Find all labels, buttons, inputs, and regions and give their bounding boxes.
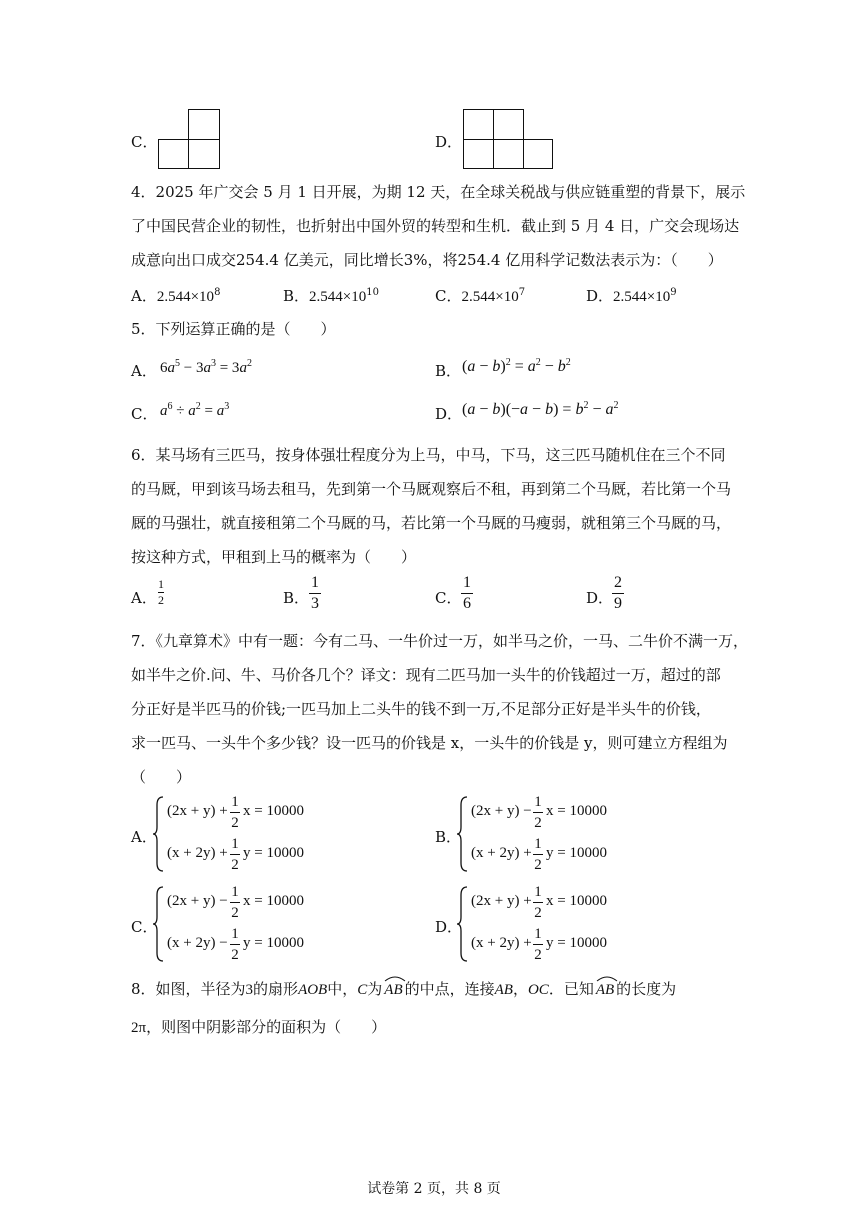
q7-line-5: （ ） — [131, 768, 192, 786]
q5-option-b-expr[interactable]: $(a - b)^2 = a^2 - b^2$ — [462, 357, 571, 375]
q6-line-2: 的马厩，甲到该马场去租马，先到第一个马厩观察后不租，再到第二个马厩，若比第一个马 — [131, 480, 732, 498]
q5-option-d-expr[interactable]: $(a - b)(-a - b) = b^2 - a^2$ — [462, 400, 619, 418]
q4-line-3: 成意向出口成交254.4 亿美元，同比增长3%，将254.4 亿用科学记数法表示为：（ ） — [131, 251, 723, 269]
q6-line-3: 厩的马强壮，就直接租第二个马厩的马，若比第一个马厩的马瘦弱，就租第三个马厩的马， — [131, 514, 732, 532]
q7-b-half-1: 1 2 — [534, 794, 542, 831]
arc-ab-1: AB — [384, 980, 402, 999]
q7-line-3: 分正好是半匹马的价钱;一匹马加上二头牛的钱不到一万,不足部分正好是半头牛的价钱， — [131, 700, 711, 718]
q5-option-c-expr[interactable]: $a^6 \div a^2 = a^3$ — [160, 401, 230, 419]
q6-option-d-label: D． — [586, 589, 614, 607]
q8-line-2: 2π，则图中阴影部分的面积为（ ） — [131, 1018, 387, 1036]
q7-d-half-2: 1 2 — [534, 926, 542, 963]
q7-option-c-label: C． — [131, 918, 158, 936]
q4-line-2: 了中国民营企业的韧性，也折射出中国外贸的转型和生机．截止到 5 月 4 日，广交会现场达 — [131, 217, 740, 235]
q7-a-half-1: 1 2 — [231, 794, 239, 831]
q8-line-1: 8．如图，半径为3的扇形AOB中，C为 AB 的中点，连接AB，OC．已知 AB 的长度为 — [131, 978, 676, 999]
q7-line-2: 如半牛之价.问、牛、马价各几个？译文：现有二匹马加一头牛的价钱超过一万，超过的部 — [131, 666, 721, 684]
arc-ab-2: AB — [596, 980, 614, 999]
q6-option-b-fraction[interactable]: 1 3 — [311, 574, 319, 612]
q4-option-a[interactable]: A．$2.544\times 10^8$ — [131, 287, 221, 305]
page-footer: 试卷第 2 页，共 8 页 — [367, 1181, 501, 1197]
q4-option-d[interactable]: D．$2.544\times 10^9$ — [586, 287, 677, 305]
q7-c-half-2: 1 2 — [231, 926, 239, 963]
q7-option-b-label: B． — [435, 828, 462, 846]
q7-c-half-1: 1 2 — [231, 884, 239, 921]
q7-line-4: 求一匹马、一头牛个多少钱？设一匹马的价钱是 x，一头牛的价钱是 y，则可建立方程组为 — [131, 734, 728, 752]
q5-stem: 5．下列运算正确的是（ ） — [131, 320, 336, 338]
q5-option-a-expr[interactable]: $6a^5 - 3a^3 = 3a^2$ — [160, 358, 252, 376]
q6-option-c-label: C． — [435, 589, 462, 607]
q6-line-1: 6．某马场有三匹马，按身体强壮程度分为上马，中马，下马，这三匹马随机住在三个不同 — [131, 446, 726, 464]
q7-a-half-2: 1 2 — [231, 836, 239, 873]
q4-option-b[interactable]: B．$2.544\times 10^{10}$ — [283, 287, 379, 305]
q5-option-c-label: C． — [131, 405, 158, 423]
q3-option-d-label: D． — [435, 133, 463, 151]
q6-option-d-fraction[interactable]: 2 9 — [614, 574, 622, 612]
q6-line-4: 按这种方式，甲租到上马的概率为（ ） — [131, 548, 417, 566]
q5-option-b-label: B． — [435, 362, 462, 380]
q5-option-a-label: A． — [131, 362, 157, 380]
q7-option-a-label: A． — [131, 828, 157, 846]
q4-line-1: 4．2025 年广交会 5 月 1 日开展，为期 12 天，在全球关税战与供应链重塑的背景下，展示 — [131, 183, 746, 201]
q7-line-1: 7．《九章算术》中有一题：今有二马、一牛价过一万，如半马之价，一马、二牛价不满一万， — [131, 632, 749, 650]
q3-option-c-label: C． — [131, 133, 158, 151]
brace-icon — [455, 885, 469, 963]
q5-option-d-label: D． — [435, 405, 463, 423]
q4-option-c[interactable]: C．$2.544\times 10^7$ — [435, 287, 526, 305]
q7-option-d-label: D． — [435, 918, 463, 936]
q7-d-half-1: 1 2 — [534, 884, 542, 921]
q6-option-b-label: B． — [283, 589, 310, 607]
brace-icon — [151, 885, 165, 963]
q6-option-a-label: A． — [131, 589, 157, 607]
q6-option-c-fraction[interactable]: 1 6 — [463, 574, 471, 612]
q7-b-half-2: 1 2 — [534, 836, 542, 873]
q6-option-a-fraction[interactable]: 1 2 — [158, 577, 164, 607]
brace-icon — [151, 795, 165, 873]
brace-icon — [455, 795, 469, 873]
